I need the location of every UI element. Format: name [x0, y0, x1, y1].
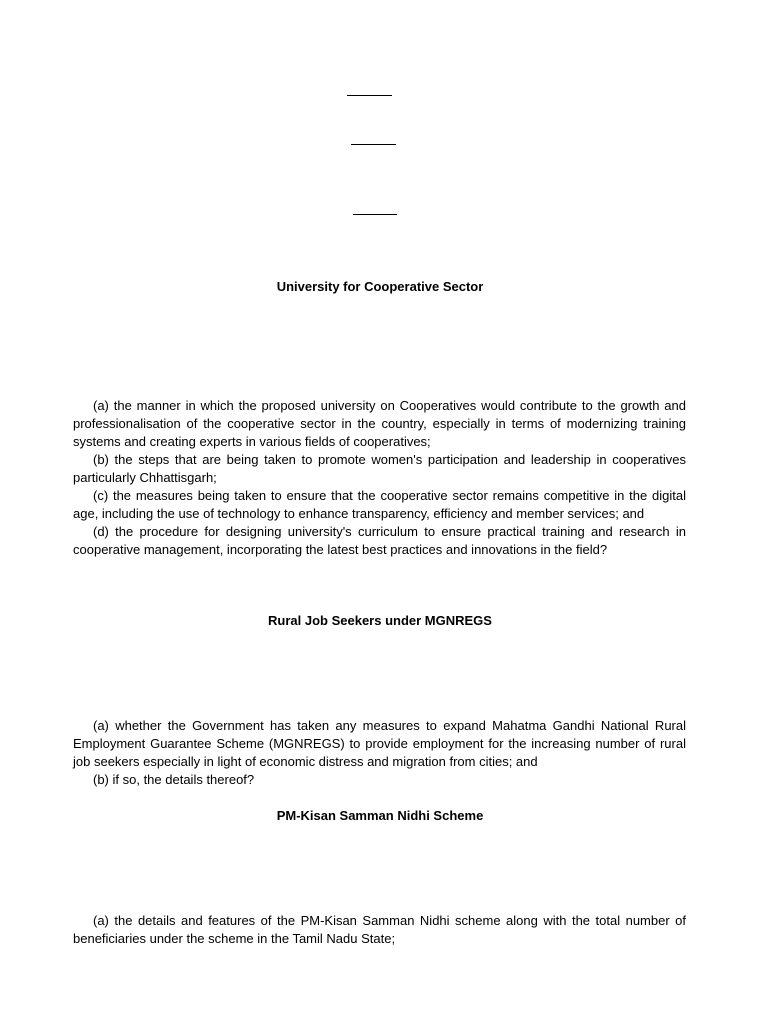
question-item-d: (d) the procedure for designing university's curriculum to ensure practical training and research in cooperative management, incorporating the latest best practices and innovations in the field?: [73, 524, 686, 557]
section-heading-cooperative-university: University for Cooperative Sector: [276, 279, 484, 294]
blank-underline-3: [353, 214, 397, 215]
question-item-a: (a) the details and features of the PM-Kisan Samman Nidhi scheme along with the total number of beneficiaries under the scheme in the Tamil Nadu State;: [73, 913, 686, 946]
question-item-b: (b) the steps that are being taken to promote women's participation and leadership in cooperatives particularly Chhattisgarh;: [73, 452, 686, 485]
question-item-a: (a) whether the Government has taken any measures to expand Mahatma Gandhi National Rural Employment Guarantee Scheme (MGNREGS) to provide employment for the increasing number of rural job seekers especially in light of economic distress and migration from cities; and: [73, 718, 686, 769]
question-item-c: (c) the measures being taken to ensure that the cooperative sector remains competitive in the digital age, including the use of technology to enhance transparency, efficiency and member services; and: [73, 488, 686, 521]
question-block-pm-kisan: [73, 912, 686, 948]
blank-underline-1: [347, 95, 392, 96]
section-heading-mgnregs: Rural Job Seekers under MGNREGS: [268, 613, 492, 628]
question-item-a: (a) the manner in which the proposed university on Cooperatives would contribute to the growth and professionalisation of the cooperative sector in the country, especially in terms of modernizing training systems and creating experts in various fields of cooperatives;: [73, 398, 686, 449]
blank-underline-2: [351, 144, 396, 145]
question-block-cooperative-university: [73, 397, 686, 559]
question-item-b: (b) if so, the details thereof?: [93, 772, 255, 787]
section-heading-pm-kisan: PM-Kisan Samman Nidhi Scheme: [276, 808, 484, 823]
question-block-mgnregs: [73, 717, 686, 789]
